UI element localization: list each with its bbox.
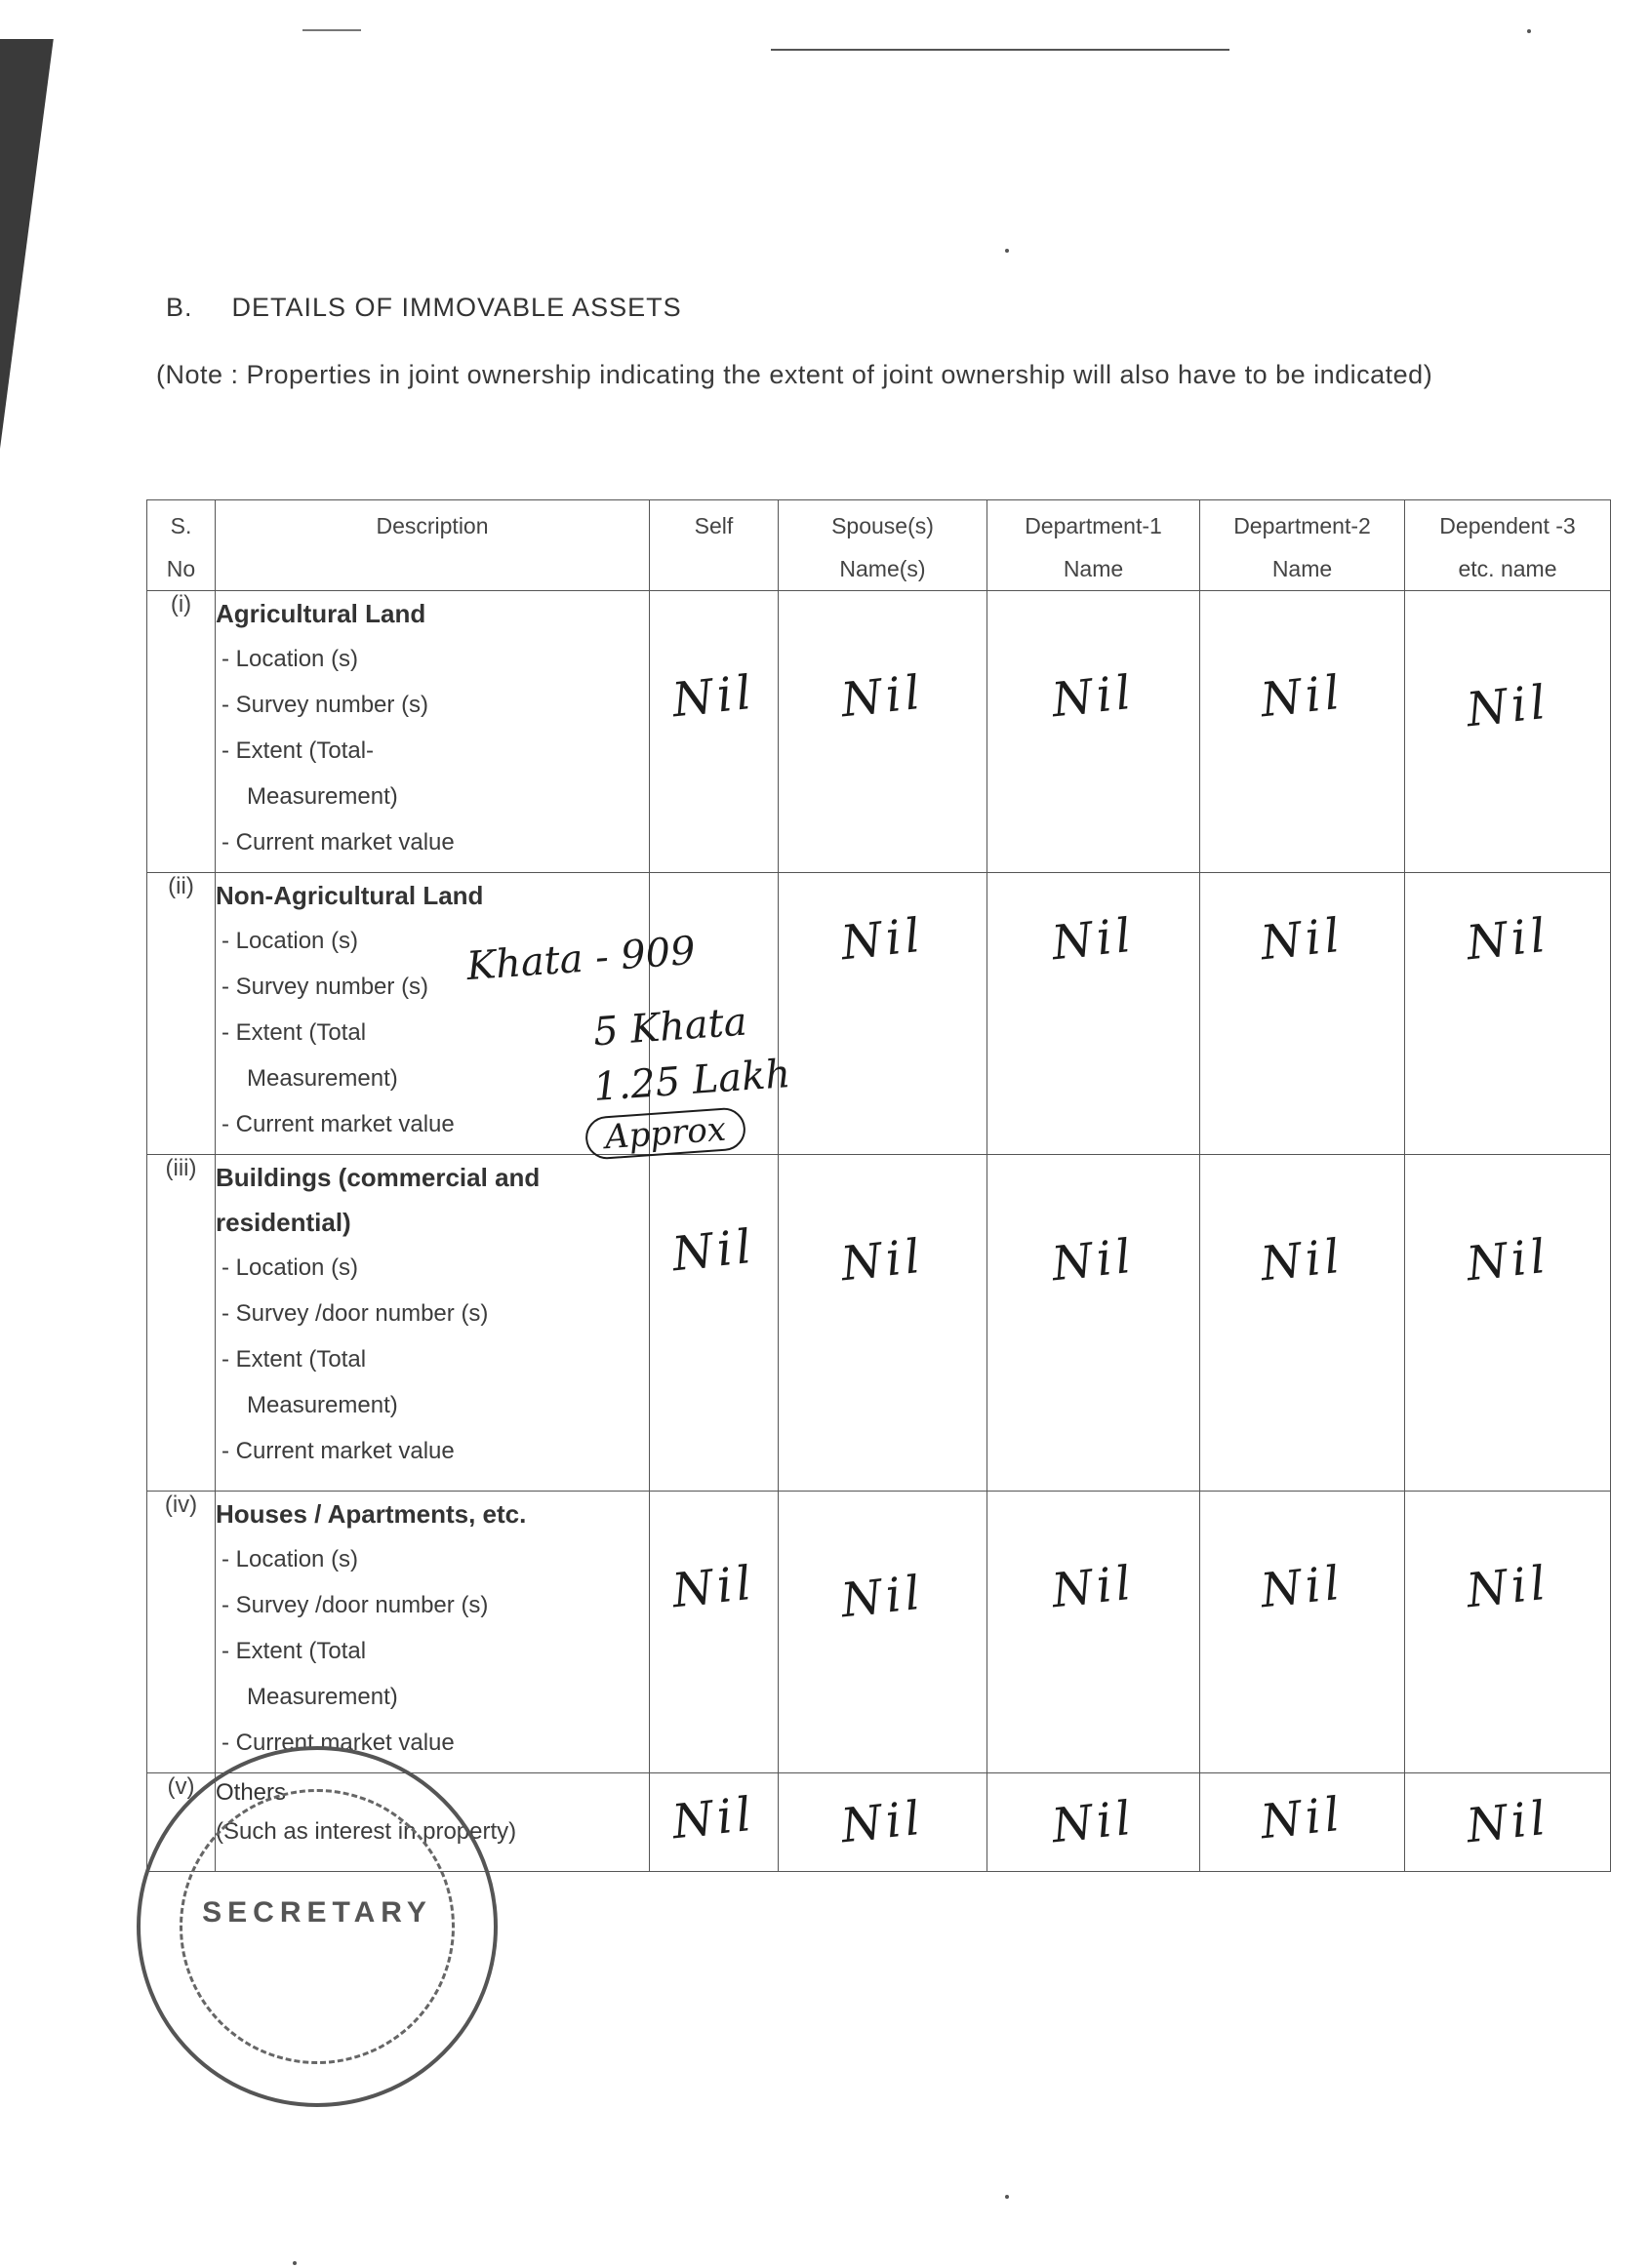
value-self: Nil — [650, 1155, 779, 1492]
value-spouse: Nil — [779, 1492, 987, 1773]
value-department-1: Nil — [987, 1773, 1200, 1872]
table-row — [147, 873, 1611, 1155]
scan-speck — [1527, 29, 1531, 33]
row-description — [216, 1492, 650, 1773]
row-sno: (ii) — [147, 873, 216, 1155]
value-dependent-3: Nil — [1405, 591, 1611, 873]
header-spouse: Spouse(s) Name(s) — [779, 500, 987, 591]
row-sno: (iii) — [147, 1155, 216, 1492]
scan-speck — [1005, 2195, 1009, 2199]
row-item: - Current market value — [221, 1730, 455, 1756]
scan-mark — [302, 29, 361, 31]
row-item: Measurement) — [247, 783, 398, 810]
value-self: Nil — [650, 1492, 779, 1773]
handwritten-khata: Khata - 909 — [464, 928, 698, 990]
value-self: Nil — [650, 591, 779, 873]
value-department-2: Nil — [1200, 1773, 1405, 1872]
handwritten-approx: Approx — [584, 1106, 747, 1160]
row-sno: (i) — [147, 591, 216, 873]
row-item: - Extent (Total — [221, 1019, 367, 1046]
row-title: Others — [216, 1779, 287, 1806]
value-department-2: Nil — [1200, 591, 1405, 873]
section-title: DETAILS OF IMMOVABLE ASSETS — [231, 293, 682, 322]
value-dependent-3: Nil — [1405, 1155, 1611, 1492]
value-department-2: Nil — [1200, 1155, 1405, 1492]
row-item: - Survey /door number (s) — [221, 1592, 489, 1618]
row-item: - Survey number (s) — [221, 974, 429, 1000]
header-department-1: Department-1 Name — [987, 500, 1200, 591]
row-title: Houses / Apartments, etc. — [216, 1499, 527, 1529]
row-description — [216, 1155, 650, 1492]
value-department-2: Nil — [1200, 1492, 1405, 1773]
row-title: Agricultural Land — [216, 599, 426, 628]
header-department-2: Department-2 Name — [1200, 500, 1405, 591]
row-item: - Location (s) — [221, 1546, 359, 1572]
section-note: (Note : Properties in joint ownership indicating the extent of joint ownership will also have to be indicated) — [156, 360, 1433, 389]
row-item: - Location (s) — [221, 1254, 359, 1281]
value-dependent-3: Nil — [1405, 1492, 1611, 1773]
value-department-1: Nil — [987, 873, 1200, 1155]
value-spouse: Nil — [779, 1773, 987, 1872]
row-item: Measurement) — [247, 1065, 398, 1092]
row-description — [216, 873, 650, 1155]
scan-line — [771, 49, 1229, 51]
row-sno: (v) — [147, 1773, 216, 1872]
row-item: - Current market value — [221, 1438, 455, 1464]
scan-edge-mask — [0, 0, 302, 39]
row-item: - Location (s) — [221, 928, 359, 954]
value-dependent-3: Nil — [1405, 1773, 1611, 1872]
row-title: Buildings (commercial and residential) — [216, 1163, 541, 1237]
table-row — [147, 1155, 1611, 1492]
row-item: - Extent (Total — [221, 1638, 367, 1664]
official-seal-stamp — [137, 1746, 498, 2107]
handwritten-value: 1.25 Lakh — [591, 1052, 792, 1110]
header-row — [147, 500, 1611, 591]
row-item: Measurement) — [247, 1684, 398, 1710]
row-item: - Location (s) — [221, 646, 359, 672]
row-title: Non-Agricultural Land — [216, 881, 484, 910]
row-description — [216, 591, 650, 873]
section-number: B. — [166, 293, 193, 322]
header-self: Self — [650, 500, 779, 591]
header-sno: S. No — [147, 500, 216, 591]
value-spouse: Nil — [779, 1155, 987, 1492]
table-row — [147, 1492, 1611, 1773]
header-description: Description — [216, 500, 650, 591]
row-item: - Extent (Total- — [221, 737, 375, 764]
row-item: (Such as interest in property) — [216, 1818, 517, 1845]
row-item: - Survey number (s) — [221, 692, 429, 718]
value-department-1: Nil — [987, 591, 1200, 873]
scan-speck — [293, 2261, 297, 2265]
row-sno: (iv) — [147, 1492, 216, 1773]
value-department-1: Nil — [987, 1492, 1200, 1773]
value-department-2: Nil — [1200, 873, 1405, 1155]
value-department-1: Nil — [987, 1155, 1200, 1492]
row-item: - Survey /door number (s) — [221, 1300, 489, 1327]
table-row — [147, 591, 1611, 873]
handwritten-extent: 5 Khata — [591, 999, 748, 1055]
value-spouse: Nil — [779, 591, 987, 873]
section-heading — [166, 293, 682, 323]
value-self: Nil — [650, 1773, 779, 1872]
row-item: - Extent (Total — [221, 1346, 367, 1373]
seal-text: SECRETARY — [202, 1896, 432, 1929]
row-item: - Current market value — [221, 1111, 455, 1137]
immovable-assets-table — [146, 499, 1611, 1872]
scan-edge-shadow — [0, 0, 59, 449]
value-spouse: Nil — [779, 873, 987, 1155]
row-item: Measurement) — [247, 1392, 398, 1418]
value-dependent-3: Nil — [1405, 873, 1611, 1155]
header-dependent-3: Dependent -3 etc. name — [1405, 500, 1611, 591]
row-item: - Current market value — [221, 829, 455, 855]
scan-speck — [1005, 249, 1009, 253]
